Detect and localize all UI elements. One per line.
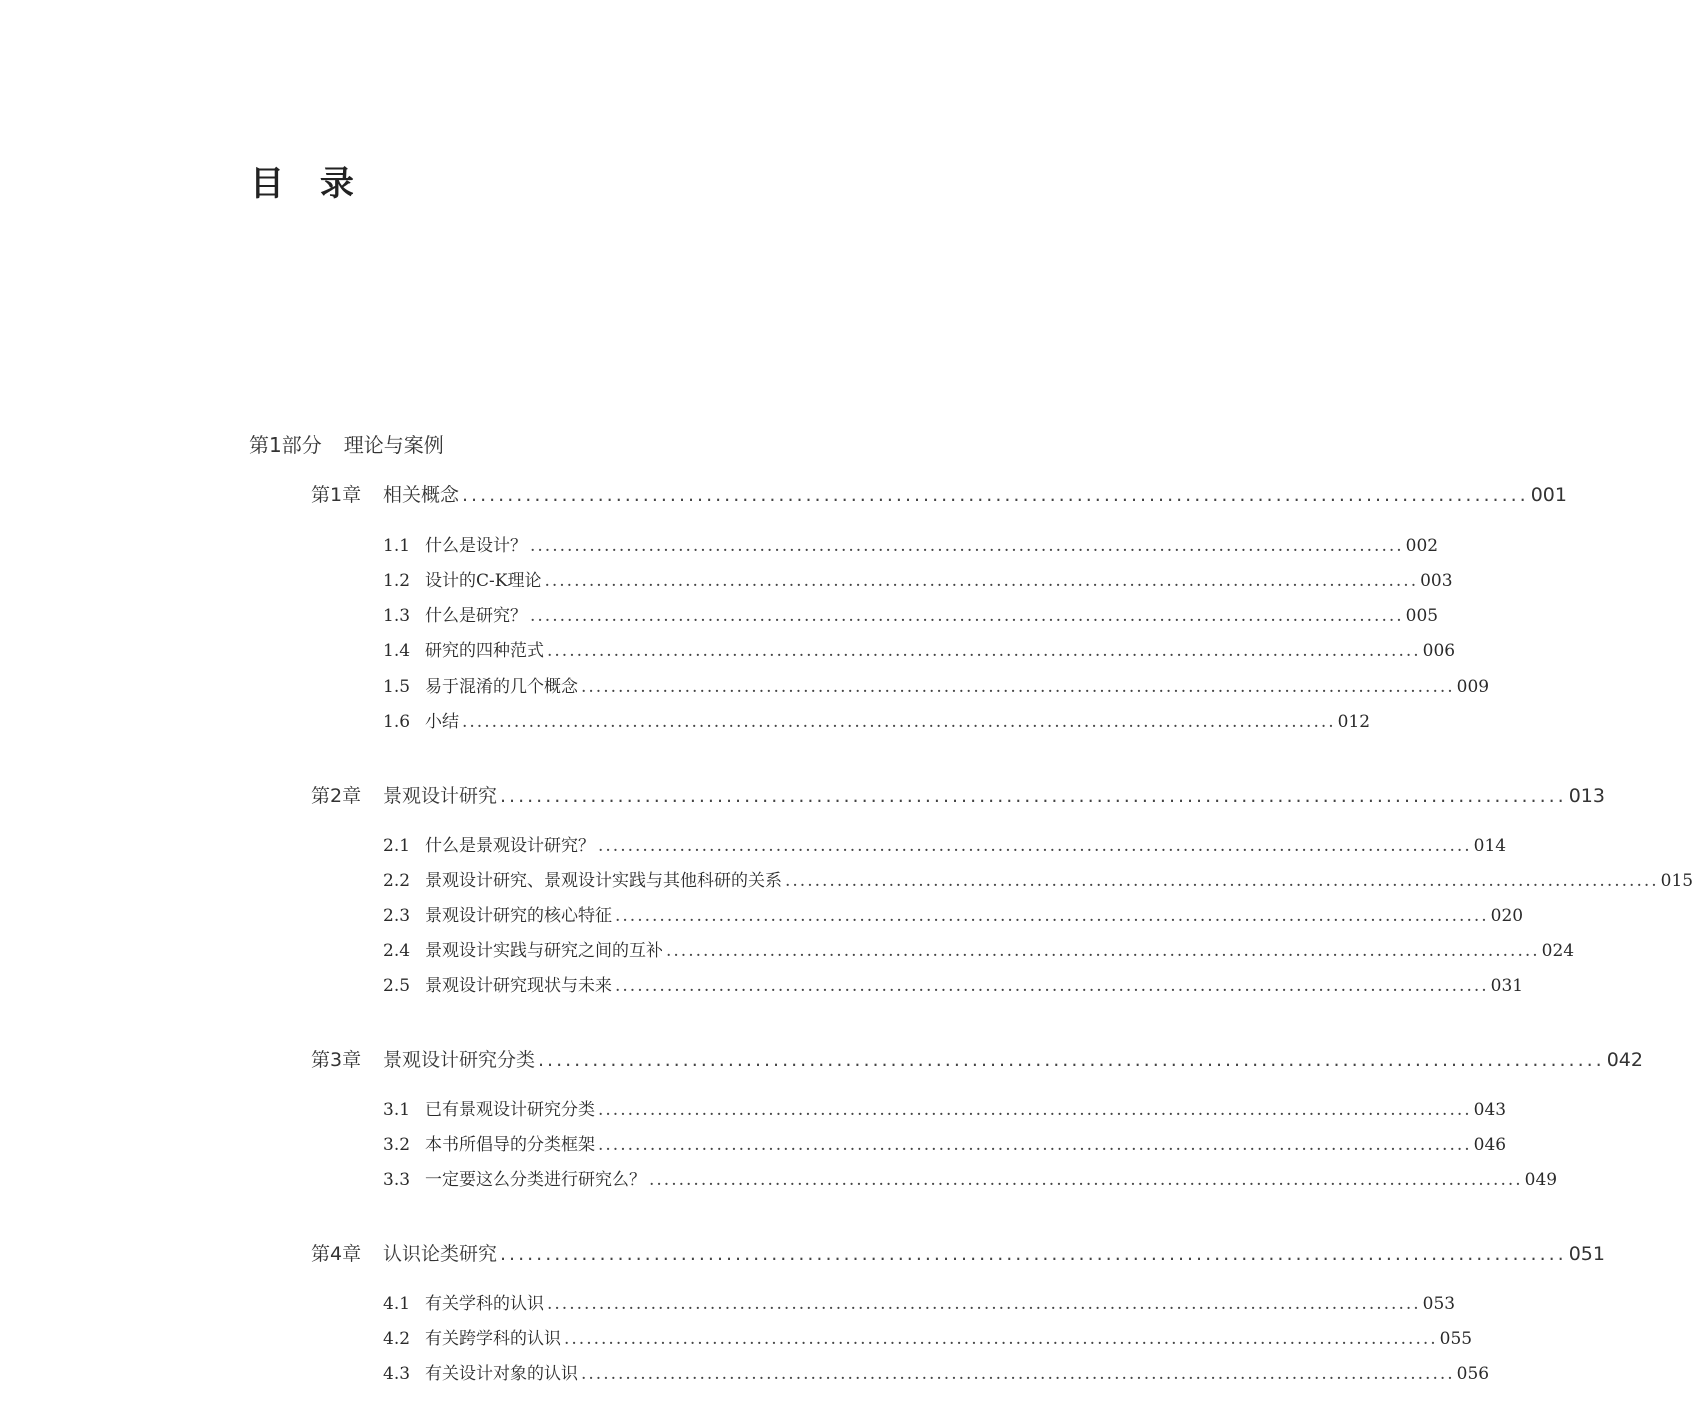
- leader-dots: ......................................................................................................................: [666, 941, 1540, 961]
- leader-dots: ......................................................................................................................: [581, 1364, 1455, 1384]
- toc-section-1-6[interactable]: [383, 709, 1371, 735]
- section-number: 3.2: [383, 1135, 411, 1155]
- leader-dots: ......................................................................................................................: [598, 1100, 1472, 1120]
- page-number: 020: [1490, 906, 1524, 926]
- page-number: 003: [1420, 571, 1453, 591]
- leader-dots: ......................................................................................................................: [581, 677, 1455, 697]
- toc-section-1-2[interactable]: [383, 568, 1453, 594]
- chapter-number: 第3章: [311, 1049, 362, 1071]
- section-number: 4.1: [383, 1294, 411, 1314]
- section-number: 3.1: [383, 1100, 411, 1120]
- chapter-title: 景观设计研究分类: [383, 1049, 536, 1071]
- page-number: 051: [1568, 1243, 1605, 1265]
- section-number: 2.3: [383, 906, 411, 926]
- toc-section-1-4[interactable]: [383, 638, 1456, 664]
- section-title: 景观设计研究、景观设计实践与其他科研的关系: [425, 871, 782, 891]
- toc-section-2-1[interactable]: [383, 833, 1507, 859]
- section-title: 一定要这么分类进行研究么？: [425, 1170, 646, 1190]
- section-number: 1.1: [383, 536, 411, 556]
- page-number: 042: [1606, 1049, 1643, 1071]
- leader-dots: ......................................................................................................................: [649, 1170, 1523, 1190]
- page-number: 024: [1541, 941, 1575, 961]
- section-number: 1.4: [383, 641, 411, 661]
- section-number: 3.3: [383, 1170, 411, 1190]
- toc-section-3-3[interactable]: [383, 1167, 1558, 1193]
- page-number: 055: [1439, 1329, 1473, 1349]
- page-number: 015: [1660, 871, 1693, 891]
- section-title: 设计的C-K理论: [425, 571, 542, 591]
- part-title: 理论与案例: [343, 433, 444, 457]
- toc-section-3-1[interactable]: [383, 1097, 1507, 1123]
- leader-dots: ......................................................................................................................: [547, 641, 1421, 661]
- toc-section-4-3[interactable]: [383, 1361, 1490, 1387]
- page-number: 009: [1456, 677, 1490, 697]
- toc-section-1-1[interactable]: [383, 533, 1439, 559]
- leader-dots: ......................................................................................................................: [462, 712, 1336, 732]
- leader-dots: ......................................................................................................................: [785, 871, 1659, 891]
- toc-section-4-2[interactable]: [383, 1326, 1473, 1352]
- toc-chapter-3[interactable]: [311, 1046, 1643, 1074]
- section-title: 已有景观设计研究分类: [425, 1100, 595, 1120]
- page-number: 005: [1405, 606, 1439, 626]
- chapter-title: 认识论类研究: [383, 1243, 498, 1265]
- leader-dots: ......................................................................................................................: [530, 606, 1404, 626]
- leader-dots: ......................................................................................................................: [544, 571, 1419, 591]
- toc-section-4-1[interactable]: [383, 1291, 1456, 1317]
- page-number: 031: [1490, 976, 1524, 996]
- part-number: 第1部分: [249, 433, 322, 457]
- section-title: 易于混淆的几个概念: [425, 677, 578, 697]
- toc-chapter-4[interactable]: [311, 1240, 1605, 1268]
- chapter-number: 第2章: [311, 785, 362, 807]
- part-heading: [249, 430, 444, 460]
- leader-dots: ......................................................................................................................: [538, 1049, 1605, 1071]
- section-title: 景观设计研究现状与未来: [425, 976, 612, 996]
- page-number: 046: [1473, 1135, 1507, 1155]
- section-number: 4.3: [383, 1364, 411, 1384]
- section-number: 2.2: [383, 871, 411, 891]
- toc-chapter-1[interactable]: [311, 481, 1567, 509]
- leader-dots: ......................................................................................................................: [547, 1294, 1421, 1314]
- page-number: 002: [1405, 536, 1439, 556]
- section-title: 什么是研究？: [425, 606, 527, 626]
- leader-dots: ......................................................................................................................: [598, 836, 1472, 856]
- page-number: 053: [1422, 1294, 1456, 1314]
- section-title: 有关跨学科的认识: [425, 1329, 561, 1349]
- page-title: 目 录: [250, 164, 366, 204]
- section-title: 景观设计实践与研究之间的互补: [425, 941, 663, 961]
- toc-section-2-3[interactable]: [383, 903, 1524, 929]
- section-number: 1.2: [383, 571, 411, 591]
- chapter-number: 第1章: [311, 484, 362, 506]
- leader-dots: ......................................................................................................................: [598, 1135, 1472, 1155]
- toc-section-2-2[interactable]: [383, 868, 1693, 894]
- toc-section-1-5[interactable]: [383, 674, 1490, 700]
- page-number: 013: [1568, 785, 1605, 807]
- chapter-title: 相关概念: [383, 484, 460, 506]
- page-number: 014: [1473, 836, 1507, 856]
- page-number: 012: [1337, 712, 1371, 732]
- section-title: 什么是景观设计研究？: [425, 836, 595, 856]
- leader-dots: ......................................................................................................................: [530, 536, 1404, 556]
- leader-dots: ......................................................................................................................: [500, 1243, 1567, 1265]
- leader-dots: ......................................................................................................................: [615, 906, 1489, 926]
- page-number: 056: [1456, 1364, 1490, 1384]
- toc-section-3-2[interactable]: [383, 1132, 1507, 1158]
- section-number: 2.1: [383, 836, 411, 856]
- section-title: 本书所倡导的分类框架: [425, 1135, 595, 1155]
- section-number: 1.6: [383, 712, 411, 732]
- leader-dots: ......................................................................................................................: [615, 976, 1489, 996]
- chapter-number: 第4章: [311, 1243, 362, 1265]
- section-title: 景观设计研究的核心特征: [425, 906, 612, 926]
- section-title: 有关学科的认识: [425, 1294, 544, 1314]
- section-number: 2.5: [383, 976, 411, 996]
- toc-section-1-3[interactable]: [383, 603, 1439, 629]
- toc-section-2-4[interactable]: [383, 938, 1575, 964]
- section-title: 研究的四种范式: [425, 641, 544, 661]
- leader-dots: ......................................................................................................................: [564, 1329, 1438, 1349]
- toc-section-2-5[interactable]: [383, 973, 1524, 999]
- section-number: 4.2: [383, 1329, 411, 1349]
- page-number: 043: [1473, 1100, 1507, 1120]
- section-title: 什么是设计？: [425, 536, 527, 556]
- toc-chapter-2[interactable]: [311, 782, 1605, 810]
- page-number: 006: [1422, 641, 1456, 661]
- section-number: 2.4: [383, 941, 411, 961]
- section-number: 1.3: [383, 606, 411, 626]
- leader-dots: ......................................................................................................................: [462, 484, 1529, 506]
- chapter-title: 景观设计研究: [383, 785, 498, 807]
- leader-dots: ......................................................................................................................: [500, 785, 1567, 807]
- section-title: 有关设计对象的认识: [425, 1364, 578, 1384]
- page-number: 049: [1524, 1170, 1558, 1190]
- page-number: 001: [1530, 484, 1567, 506]
- section-title: 小结: [425, 712, 459, 732]
- section-number: 1.5: [383, 677, 411, 697]
